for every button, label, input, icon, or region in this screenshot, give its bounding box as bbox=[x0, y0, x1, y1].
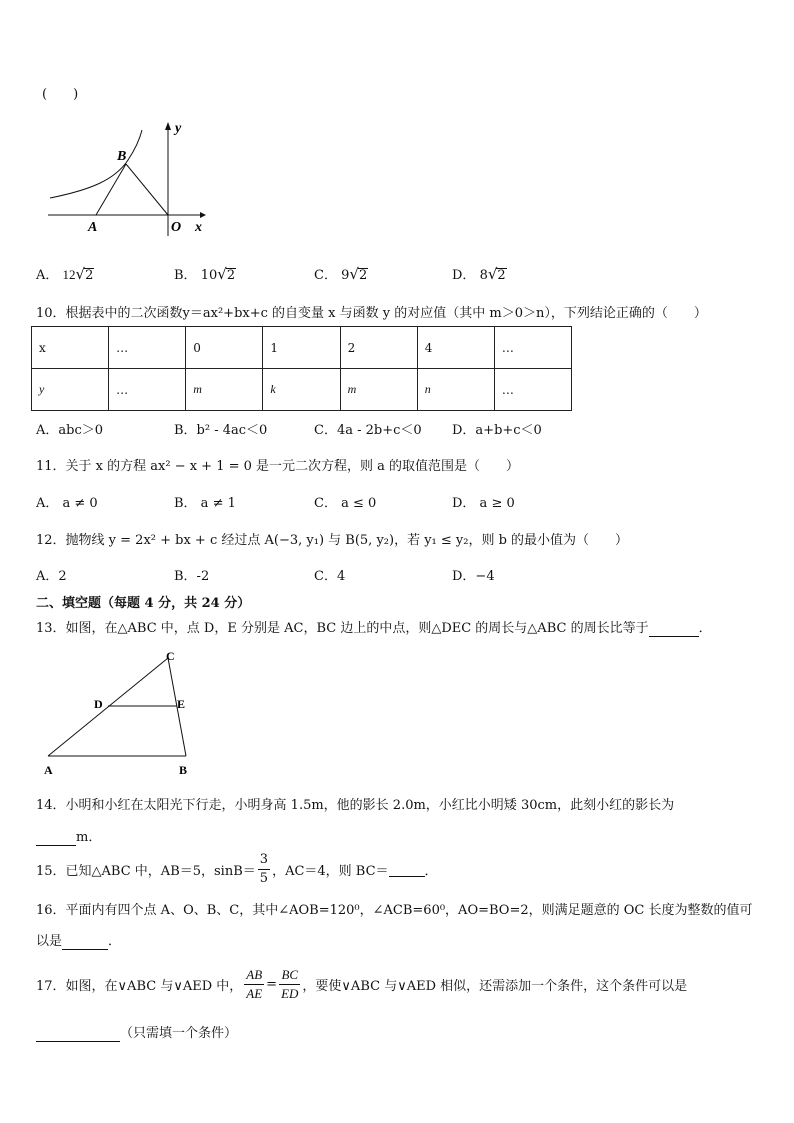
answer-blank[interactable] bbox=[62, 934, 108, 950]
q9-x-arrow bbox=[200, 212, 206, 218]
table-row bbox=[32, 327, 572, 369]
q9-paren: ( ) bbox=[42, 87, 79, 102]
q15-post: ，AC＝4，则 BC＝ bbox=[272, 863, 389, 879]
answer-blank[interactable] bbox=[36, 830, 76, 846]
option-radicand: 2 bbox=[226, 268, 236, 283]
q11-option-b: B． a ≠ 1 bbox=[174, 496, 236, 511]
table-cell: k bbox=[263, 369, 340, 411]
q13-stem-line bbox=[36, 617, 712, 637]
table-cell: … bbox=[109, 369, 186, 411]
q9-label-A: A bbox=[88, 220, 98, 235]
q13-label-E: E bbox=[177, 697, 186, 711]
q13-side-AC bbox=[48, 658, 168, 756]
q9-label-B: B bbox=[117, 149, 127, 164]
q9-label-x: x bbox=[195, 220, 202, 235]
q17-equals: = bbox=[266, 976, 278, 992]
q17-fraction-bc-ed bbox=[279, 966, 300, 1003]
q12-option-c: C．4 bbox=[314, 569, 346, 584]
table-cell: 1 bbox=[263, 327, 340, 369]
q17-line2 bbox=[36, 1022, 237, 1042]
q11-option-a: A． a ≠ 0 bbox=[36, 496, 98, 511]
q17-post: ，要使∨ABC 与∨AED 相似，还需添加一个条件，这个条件可以是 bbox=[302, 978, 688, 994]
table-cell: … bbox=[109, 327, 186, 369]
q15-line bbox=[36, 849, 438, 889]
q9-option-a bbox=[36, 264, 94, 283]
sqrt-icon: √ bbox=[217, 265, 227, 283]
sqrt-icon: √ bbox=[75, 265, 86, 283]
q10-stem: 10．根据表中的二次函数y＝ax²+bx+c 的自变量 x 与函数 y 的对应值（其中 m＞0＞n），下列结论正确的（ ） bbox=[36, 306, 707, 321]
q13-figure bbox=[36, 646, 206, 778]
q11-stem: 11．关于 x 的方程 ax² − x + 1 = 0 是一元二次方程，则 a 的取值范围是（ ） bbox=[36, 459, 520, 474]
table-cell: n bbox=[417, 369, 494, 411]
option-radicand: 2 bbox=[358, 268, 368, 283]
table-cell: 4 bbox=[417, 327, 494, 369]
table-cell: 0 bbox=[186, 327, 263, 369]
q12-stem: 12．抛物线 y = 2x² + bx + c 经过点 A(−3, y₁) 与 B(5, y₂)，若 y₁ ≤ y₂，则 b 的最小值为（ ） bbox=[36, 533, 629, 548]
q17-line bbox=[36, 962, 687, 1006]
fraction-denominator: 5 bbox=[259, 870, 269, 886]
table-cell: … bbox=[494, 327, 571, 369]
q15-fraction bbox=[258, 851, 270, 888]
q9-label-O: O bbox=[171, 220, 182, 235]
answer-blank[interactable] bbox=[649, 621, 699, 637]
q12-option-b: B．-2 bbox=[174, 569, 210, 584]
q13-label-C: C bbox=[166, 649, 175, 663]
option-letter: D． bbox=[452, 268, 476, 283]
q15-pre: 15．已知△ABC 中，AB＝5，sinB＝ bbox=[36, 863, 256, 879]
option-coef: 12 bbox=[62, 267, 76, 282]
table-cell: m bbox=[186, 369, 263, 411]
fraction-numerator: 3 bbox=[258, 851, 270, 870]
option-coef: 8 bbox=[479, 268, 488, 283]
q9-curve bbox=[50, 130, 142, 198]
option-coef: 9 bbox=[341, 268, 350, 283]
q9-option-c bbox=[314, 264, 368, 283]
q10-option-b: B．b² - 4ac＜0 bbox=[174, 423, 268, 438]
q14-line2 bbox=[36, 826, 101, 846]
q11-option-d: D． a ≥ 0 bbox=[452, 496, 515, 511]
sqrt-icon: √ bbox=[487, 265, 498, 283]
fraction-denominator: AE bbox=[246, 985, 263, 1001]
q12-option-a: A．2 bbox=[36, 569, 67, 584]
q9-label-y: y bbox=[175, 121, 182, 136]
q9-y-arrow bbox=[165, 122, 171, 130]
q17-hint: （只需填一个条件） bbox=[120, 1026, 238, 1041]
q11-option-c: C． a ≤ 0 bbox=[314, 496, 377, 511]
option-radicand: 2 bbox=[85, 268, 94, 283]
fraction-denominator: ED bbox=[281, 985, 299, 1001]
table-row bbox=[32, 369, 572, 411]
table-cell: y bbox=[32, 369, 109, 411]
q13-stem: 13．如图，在△ABC 中，点 D，E 分别是 AC，BC 边上的中点，则△DEC 的周长与△ABC 的周长比等于 bbox=[36, 621, 649, 636]
fraction-numerator: BC bbox=[279, 966, 300, 985]
section-heading: 二、填空题（每题 4 分，共 24 分） bbox=[36, 596, 251, 611]
q16-line1: 16．平面内有四个点 A、O、B、C，其中∠AOB=120⁰，∠ACB=60⁰，AO=BO=2，则满足题意的 OC 长度为整数的值可 bbox=[36, 903, 753, 918]
q13-label-A: A bbox=[44, 763, 53, 777]
fraction-numerator: AB bbox=[244, 966, 264, 985]
q14-unit: m． bbox=[76, 830, 102, 845]
q10-option-a: A．abc＞0 bbox=[36, 423, 104, 438]
q16-line2 bbox=[36, 930, 121, 950]
q15-end: ． bbox=[424, 863, 438, 879]
option-letter: C． bbox=[314, 268, 337, 283]
option-letter: A． bbox=[36, 268, 59, 283]
q13-label-D: D bbox=[94, 697, 103, 711]
q13-end: ． bbox=[698, 621, 712, 636]
q17-fraction-ab-ae bbox=[244, 966, 264, 1003]
q16-line2-text: 以是 bbox=[36, 934, 63, 949]
q9-figure bbox=[40, 118, 215, 238]
table-cell: … bbox=[494, 369, 571, 411]
sqrt-icon: √ bbox=[349, 265, 359, 283]
q17-pre: 17．如图，在∨ABC 与∨AED 中， bbox=[36, 978, 243, 994]
answer-blank[interactable] bbox=[389, 861, 425, 877]
option-coef: 10 bbox=[200, 268, 218, 283]
q16-end: ． bbox=[108, 934, 122, 949]
q10-value-table bbox=[31, 326, 572, 411]
q9-segment-BO bbox=[126, 164, 168, 215]
option-letter: B． bbox=[174, 268, 197, 283]
table-cell: 2 bbox=[340, 327, 417, 369]
q14-line1: 14．小明和小红在太阳光下行走，小明身高 1.5m，他的影长 2.0m，小红比小明矮 30cm，此刻小红的影长为 bbox=[36, 798, 675, 813]
q13-label-B: B bbox=[179, 763, 188, 777]
q9-option-b bbox=[174, 264, 236, 283]
q9-segment-AB bbox=[96, 164, 126, 215]
q10-option-c: C．4a - 2b+c＜0 bbox=[314, 423, 422, 438]
q9-option-d bbox=[452, 264, 507, 283]
q12-option-d: D．−4 bbox=[452, 569, 495, 584]
answer-blank[interactable] bbox=[36, 1026, 120, 1042]
table-cell: m bbox=[340, 369, 417, 411]
option-radicand: 2 bbox=[497, 268, 506, 283]
table-cell: x bbox=[32, 327, 109, 369]
q10-option-d: D．a+b+c＜0 bbox=[452, 423, 542, 438]
